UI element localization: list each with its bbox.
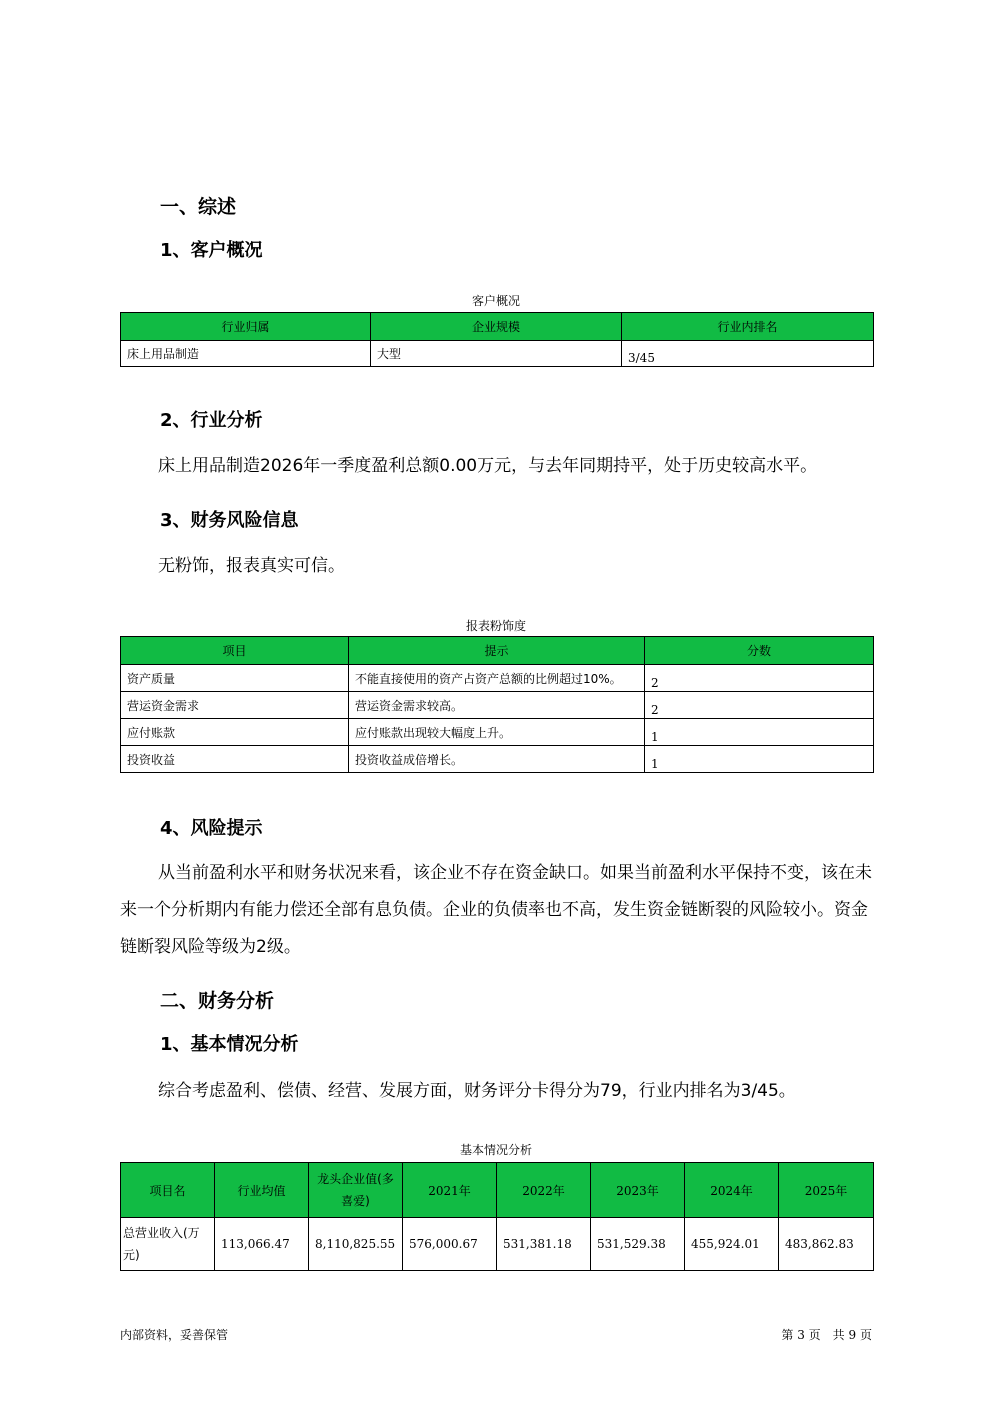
- table-header-cell: 提示: [349, 637, 645, 665]
- table-cell: 应付账款出现较大幅度上升。: [349, 719, 645, 746]
- table-header-cell: 企业规模: [371, 313, 622, 341]
- table-cell: 营运资金需求: [121, 692, 349, 719]
- page-label: 页: [859, 1328, 872, 1342]
- fin-risk-table-caption: 报表粉饰度: [465, 619, 526, 633]
- table-cell: 1: [645, 719, 874, 746]
- industry-text: 床上用品制造2026年一季度盈利总额0.00万元，与去年同期持平，处于历史较高水平。: [158, 456, 818, 476]
- table-cell: 3/45: [622, 341, 874, 367]
- table-header-cell: 行业均值: [215, 1163, 309, 1218]
- basic-text: 综合考虑盈利、偿债、经营、发展方面，财务评分卡得分为79，行业内排名为3/45。: [158, 1081, 796, 1101]
- footer-note: 内部资料，妥善保管: [120, 1328, 229, 1342]
- section-title: 一、综述: [160, 196, 237, 218]
- table-cell: 投资收益: [121, 746, 349, 773]
- fin-risk-table: [120, 636, 874, 773]
- table-cell: 8,110,825.55: [309, 1218, 403, 1271]
- table-cell: 投资收益成倍增长。: [349, 746, 645, 773]
- table-cell: 531,529.38: [591, 1218, 685, 1271]
- table-header-cell: 分数: [645, 637, 874, 665]
- table-cell: 资产质量: [121, 665, 349, 692]
- industry-heading: 2、行业分析: [160, 410, 263, 431]
- table-cell: 576,000.67: [403, 1218, 497, 1271]
- table-header-cell: 行业归属: [121, 313, 371, 341]
- table-header-cell: 2022年: [497, 1163, 591, 1218]
- table-cell: 大型: [371, 341, 622, 367]
- fin-risk-text: 无粉饰，报表真实可信。: [158, 556, 345, 576]
- customer-table: [120, 312, 874, 367]
- table-cell: 不能直接使用的资产占资产总额的比例超过10%。: [349, 665, 645, 692]
- table-header-cell: 2023年: [591, 1163, 685, 1218]
- table-header-cell: 2024年: [685, 1163, 779, 1218]
- table-row: [121, 692, 874, 719]
- table-header-cell: 2021年: [403, 1163, 497, 1218]
- page-total: 9: [848, 1328, 857, 1342]
- table-cell: 455,924.01: [685, 1218, 779, 1271]
- basic-table-caption: 基本情况分析: [459, 1143, 532, 1157]
- table-header-cell: 龙头企业值(多喜爱): [309, 1163, 403, 1218]
- table-header-cell: 项目名: [121, 1163, 215, 1218]
- basic-table: [120, 1162, 874, 1271]
- table-cell: 应付账款: [121, 719, 349, 746]
- page-current: 3: [797, 1328, 805, 1342]
- table-cell: 483,862.83: [779, 1218, 874, 1271]
- table-header-cell: 行业内排名: [622, 313, 874, 341]
- page-label: 页 共: [808, 1328, 845, 1342]
- table-cell: 营运资金需求较高。: [349, 692, 645, 719]
- table-cell: 总营业收入(万元): [121, 1218, 215, 1271]
- customer-table-caption: 客户概况: [471, 294, 520, 308]
- table-header-cell: 项目: [121, 637, 349, 665]
- risk-hint-heading: 4、风险提示: [160, 818, 263, 839]
- table-row: [121, 746, 874, 773]
- customer-heading: 1、客户概况: [160, 240, 263, 261]
- basic-heading: 1、基本情况分析: [160, 1034, 299, 1055]
- table-cell: 1: [645, 746, 874, 773]
- table-row: [121, 1218, 874, 1271]
- table-cell: 2: [645, 665, 874, 692]
- page-label: 第: [781, 1328, 794, 1342]
- table-cell: 床上用品制造: [121, 341, 371, 367]
- table-cell: 2: [645, 692, 874, 719]
- fin-risk-heading: 3、财务风险信息: [160, 510, 299, 531]
- table-header-cell: 2025年: [779, 1163, 874, 1218]
- risk-hint-text: 从当前盈利水平和财务状况来看，该企业不存在资金缺口。如果当前盈利水平保持不变，该在未来一个分析期内有能力偿还全部有息负债。企业的负债率也不高，发生资金链断裂的风险较小。资金链断裂风险等级为2级。: [120, 863, 872, 957]
- table-row: [121, 719, 874, 746]
- page-number: [781, 1326, 872, 1343]
- table-row: [121, 665, 874, 692]
- table-cell: 531,381.18: [497, 1218, 591, 1271]
- table-cell: 113,066.47: [215, 1218, 309, 1271]
- section-title: 二、财务分析: [160, 990, 275, 1012]
